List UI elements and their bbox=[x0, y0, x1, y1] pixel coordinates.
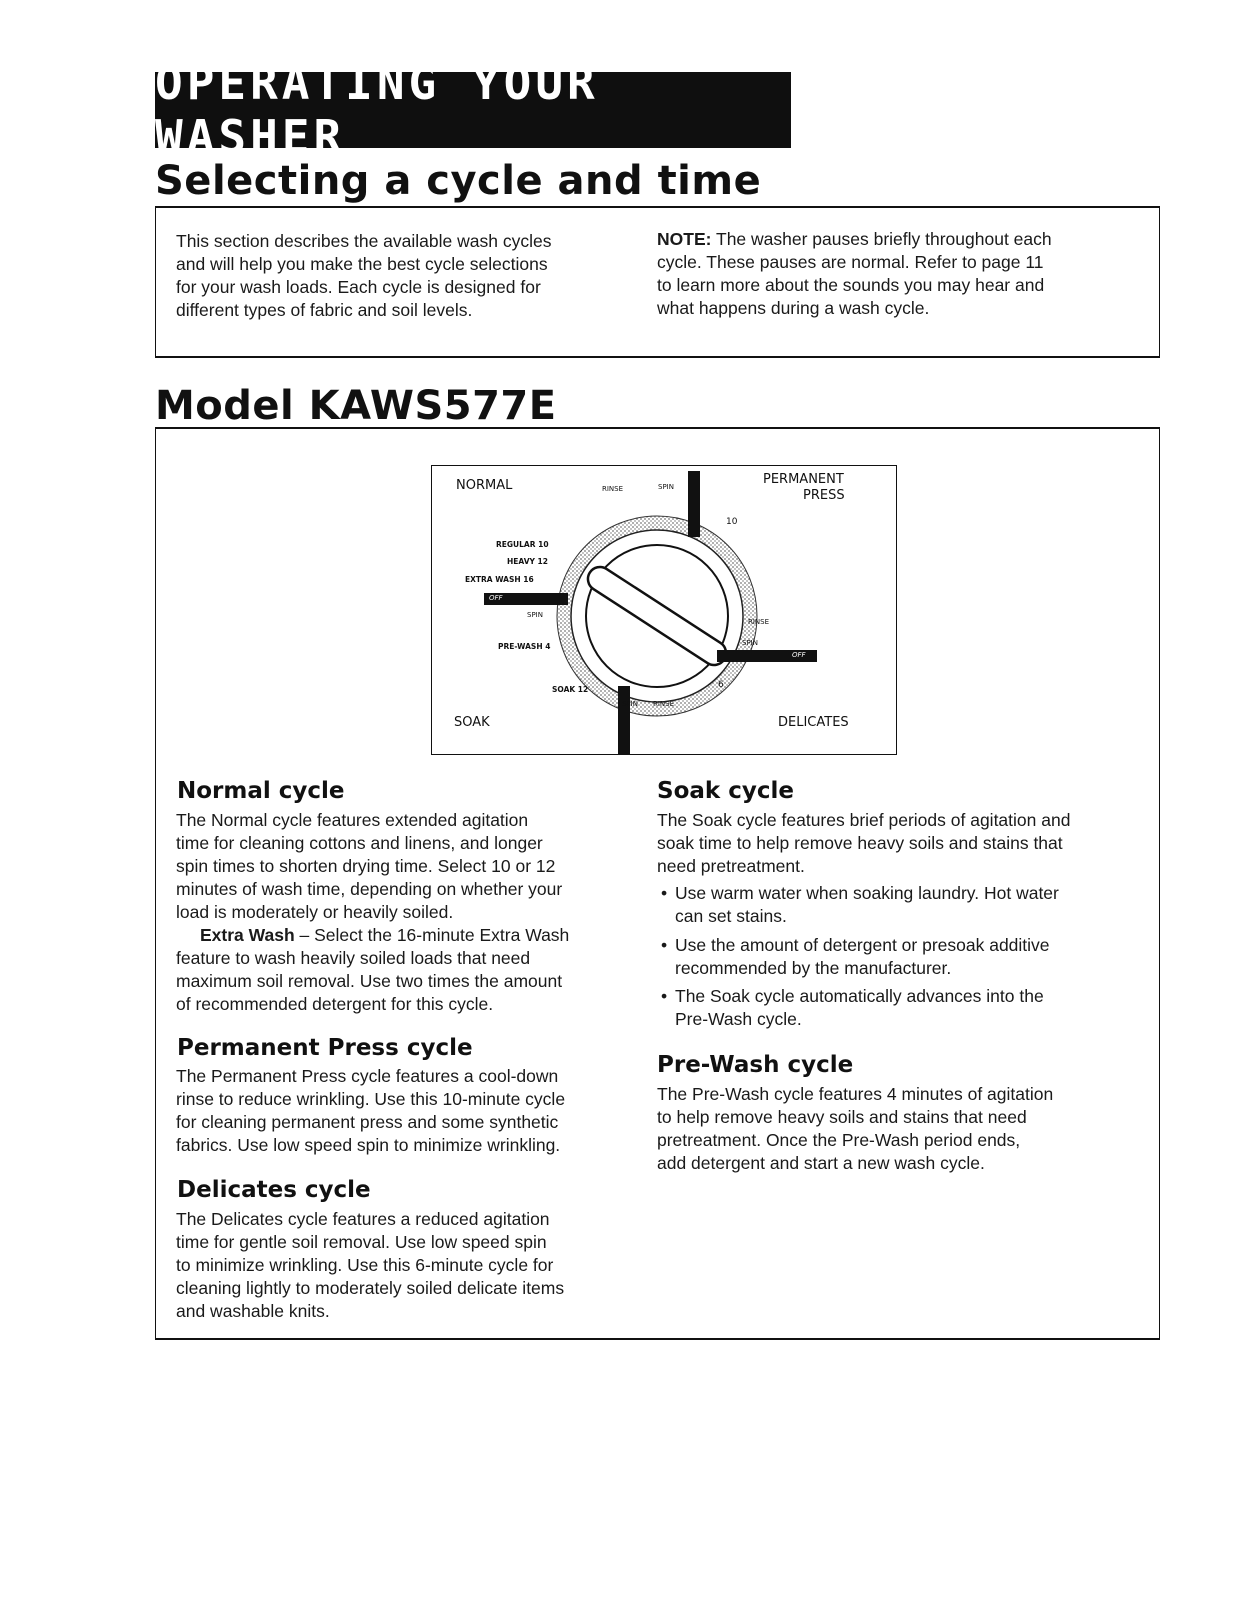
note-label: NOTE: bbox=[657, 229, 712, 249]
dial-regular: REGULAR 10 bbox=[496, 540, 549, 549]
delicates-heading: Delicates cycle bbox=[177, 1177, 371, 1203]
dial-six: 6 bbox=[718, 680, 724, 690]
dial-spin-bottom: SPIN bbox=[622, 700, 638, 708]
dial-off-left: OFF bbox=[489, 594, 503, 602]
intro-text: This section describes the available wash cycles and will help you make the best cycle selections for your wash loads. Each cycle is designed for different types of fabric and soil levels. bbox=[176, 231, 552, 320]
pre-wash-text: The Pre-Wash cycle features 4 minutes of agitation to help remove heavy soils and stains that need pretreatment. Once the Pre-Wash period ends, add detergent and start a new wash cycle. bbox=[657, 1084, 1054, 1173]
dial-label-soak: SOAK bbox=[454, 715, 490, 730]
dial-extra-wash: EXTRA WASH 16 bbox=[465, 575, 534, 584]
dial-pre-wash: PRE-WASH 4 bbox=[498, 642, 551, 651]
soak-bullet-3: • The Soak cycle automatically advances into the Pre-Wash cycle. bbox=[661, 986, 1044, 1029]
dial-spin-left: SPIN bbox=[527, 611, 543, 619]
dial-rinse-top: RINSE bbox=[602, 485, 624, 493]
dial-rinse-bottom: RINSE bbox=[653, 700, 675, 708]
extra-wash-label: Extra Wash bbox=[200, 925, 295, 945]
model-title: Model KAWS577E bbox=[155, 383, 557, 429]
dial-ten: 10 bbox=[726, 517, 738, 527]
pre-wash-heading: Pre-Wash cycle bbox=[657, 1052, 854, 1078]
dial-spin-right: SPIN bbox=[742, 639, 758, 647]
dial-label-delicates: DELICATES bbox=[778, 715, 849, 730]
intro-note: NOTE: The washer pauses briefly throughout each cycle. These pauses are normal. Refer to page 11 to learn more about the sounds you may hear and what happens during a wash cycle. bbox=[657, 229, 1052, 318]
permanent-press-text: The Permanent Press cycle features a cool-down rinse to reduce wrinkling. Use this 10-minute cycle for cleaning permanent press and some synthetic fabrics. Use low speed spin to minimize wrinkling. bbox=[176, 1066, 566, 1155]
dial-label-normal: NORMAL bbox=[456, 478, 513, 493]
soak-bullet-2: • Use the amount of detergent or presoak additive recommended by the manufacturer. bbox=[661, 935, 1050, 978]
delicates-text: The Delicates cycle features a reduced agitation time for gentle soil removal. Use low speed spin to minimize wrinkling. Use this 6-minute cycle for cleaning lightly to moderately soiled delicate items and washable knits. bbox=[176, 1209, 565, 1321]
dial-knob-graphic bbox=[432, 466, 898, 756]
dial-label-press: PRESS bbox=[803, 488, 845, 503]
normal-cycle-text: The Normal cycle features extended agitation time for cleaning cottons and linens, and longer spin times to shorten drying time. Select 10 or 12 minutes of wash time, depending on whether your load is moderately or heavily soiled. Extra Wash – Select the 16-minute Extra Wash feature to wash heavily soiled loads that need maximum soil removal. Use two times the amount of recommended detergent for this cycle. bbox=[176, 810, 570, 1014]
soak-cycle-heading: Soak cycle bbox=[657, 778, 794, 804]
normal-cycle-heading: Normal cycle bbox=[177, 778, 345, 804]
permanent-press-heading: Permanent Press cycle bbox=[177, 1035, 473, 1061]
dial-spin-top: SPIN bbox=[658, 483, 674, 491]
section-title: Selecting a cycle and time bbox=[155, 158, 762, 204]
section-banner: OPERATING YOUR WASHER bbox=[155, 72, 791, 148]
dial-rinse-right: RINSE bbox=[748, 618, 770, 626]
dial-off-right: OFF bbox=[792, 651, 806, 659]
dial-heavy: HEAVY 12 bbox=[507, 557, 548, 566]
cycle-dial-diagram bbox=[431, 465, 897, 755]
dial-label-permanent: PERMANENT bbox=[763, 472, 844, 487]
soak-cycle-text: The Soak cycle features brief periods of agitation and soak time to help remove heavy soils and stains that need pretreatment. bbox=[657, 810, 1071, 876]
dial-soak-12: SOAK 12 bbox=[552, 685, 589, 694]
soak-bullet-1: • Use warm water when soaking laundry. Hot water can set stains. bbox=[661, 883, 1059, 926]
